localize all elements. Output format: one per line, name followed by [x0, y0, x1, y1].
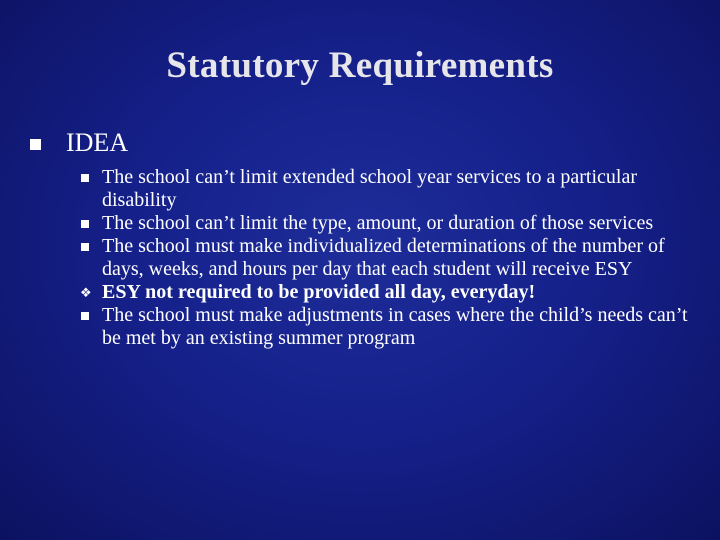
- slide-title: Statutory Requirements: [166, 45, 554, 86]
- sub-bullet-item: [78, 235, 698, 281]
- sub-bullet-text: The school can’t limit the type, amount, or duration of those services: [102, 212, 654, 234]
- square-bullet-icon: [81, 312, 89, 320]
- square-bullet-icon: [81, 174, 89, 182]
- sub-bullet-text: The school can’t limit extended school year services to a particular disability: [102, 166, 637, 211]
- sub-bullet-item: [78, 166, 698, 212]
- sub-bullet-item: [78, 212, 698, 235]
- sub-bullet-item-emphasis: [78, 281, 698, 304]
- square-bullet-icon: [30, 139, 41, 150]
- sub-bullet-list: [78, 166, 698, 350]
- sub-bullet-text: The school must make individualized determinations of the number of days, weeks, and hours per day that each student will receive ESY: [102, 235, 665, 280]
- diamond-bullet-icon: ❖: [80, 285, 92, 300]
- sub-bullet-item: [78, 304, 698, 350]
- sub-bullet-text: The school must make adjustments in cases where the child’s needs can’t be met by an existing summer program: [102, 304, 688, 349]
- square-bullet-icon: [81, 243, 89, 251]
- square-bullet-icon: [81, 220, 89, 228]
- bullet-idea: [30, 128, 128, 158]
- sub-bullet-text: ESY not required to be provided all day, everyday!: [102, 281, 536, 303]
- bullet-idea-text: IDEA: [66, 128, 129, 157]
